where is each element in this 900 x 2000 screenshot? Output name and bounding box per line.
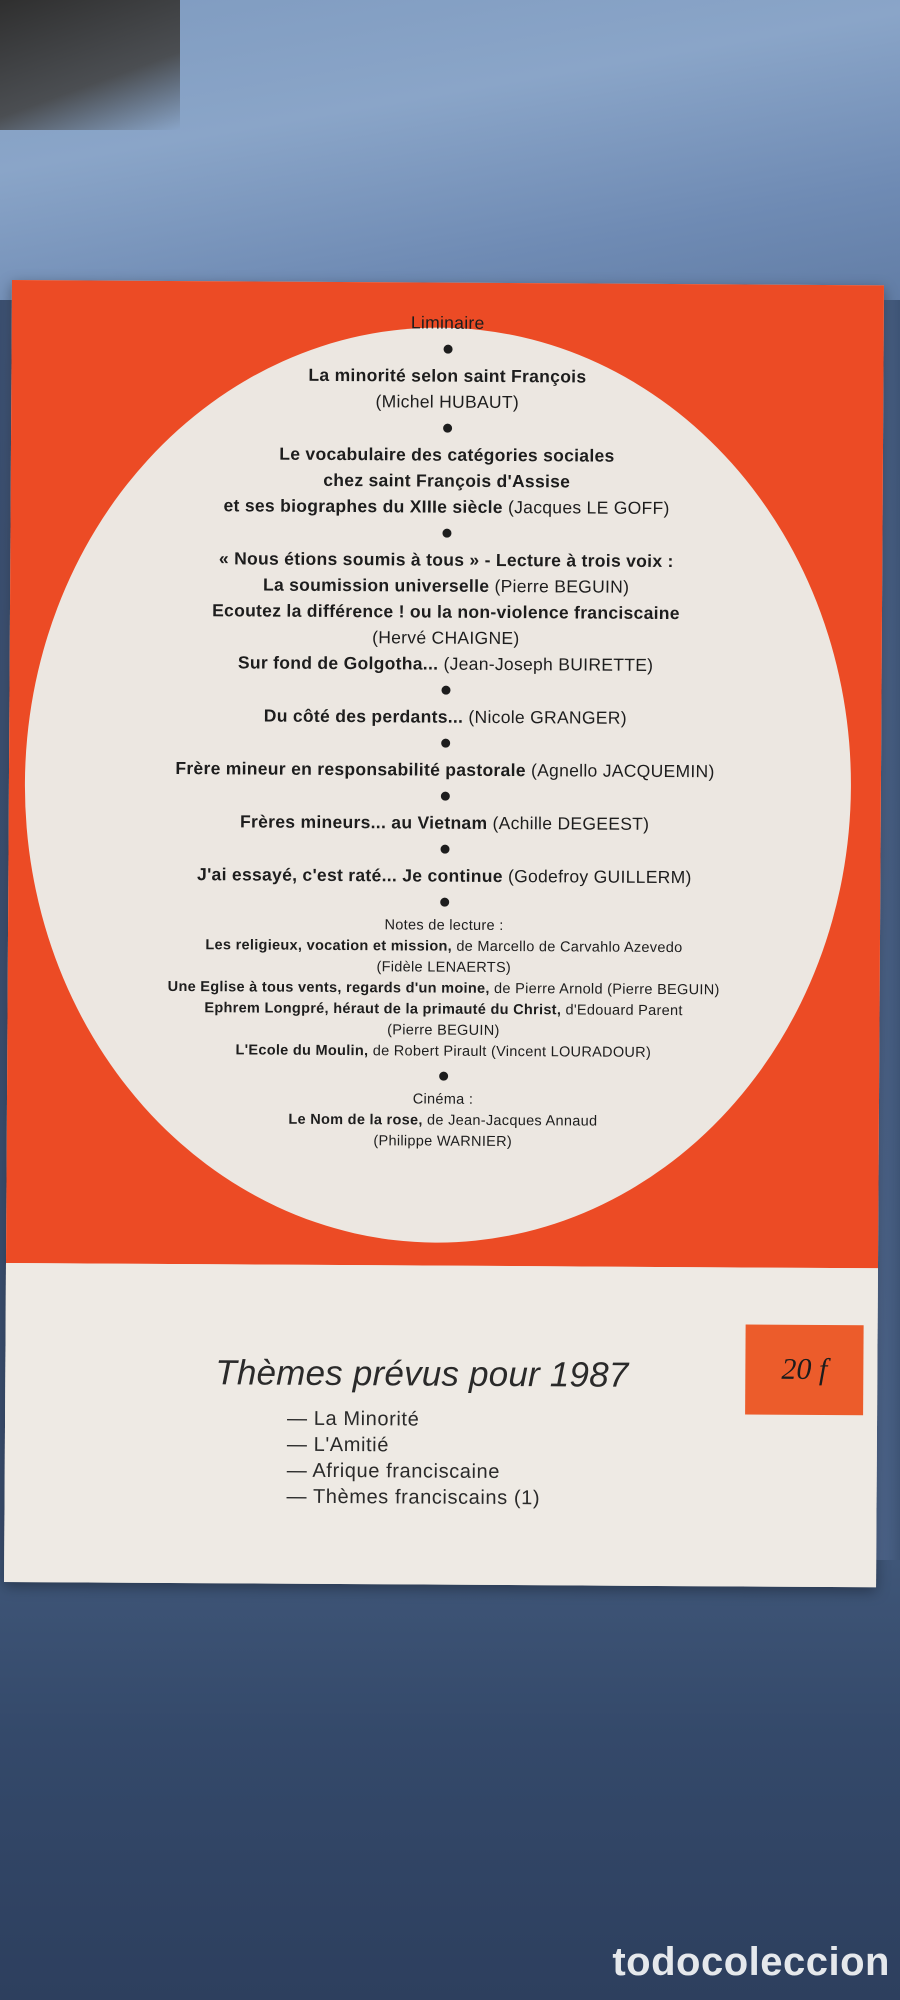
theme-item: — La Minorité (287, 1406, 541, 1434)
table-of-contents (7, 312, 884, 1155)
toc-article (8, 860, 880, 891)
bullet-dot (441, 686, 450, 695)
themes-list (286, 1406, 540, 1512)
background-fabric-bottom (0, 1560, 900, 2000)
bullet-dot (443, 424, 452, 433)
toc-author: (Jean-Joseph BUIRETTE) (443, 653, 654, 675)
toc-title: La minorité selon saint François (308, 364, 587, 387)
toc-author: de Jean-Jacques Annaud (427, 1112, 598, 1130)
toc-line (7, 1039, 879, 1065)
toc-title: Sur fond de Golgotha... (237, 652, 439, 674)
bullet-dot (440, 898, 449, 907)
toc-line (9, 701, 881, 732)
toc-title: Ephrem Longpré, héraut de la primauté du Christ, (204, 1000, 562, 1019)
toc-title: Frères mineurs... au Vietnam (239, 811, 488, 833)
toc-line (11, 491, 883, 522)
cinema-heading: Cinéma : (412, 1091, 474, 1108)
toc-author: de Pierre Arnold (Pierre BEGUIN) (494, 980, 720, 999)
background-corner (0, 0, 180, 130)
toc-article (11, 360, 883, 417)
toc-line (10, 648, 882, 679)
toc-author: (Hervé CHAIGNE) (372, 627, 520, 649)
book-back-cover (4, 280, 884, 1587)
bullet-dot (441, 739, 450, 748)
bullet-dot (440, 792, 449, 801)
toc-title: Le Nom de la rose, (288, 1111, 423, 1129)
toc-author: (Philippe WARNIER) (373, 1133, 513, 1151)
toc-author: (Michel HUBAUT) (375, 391, 520, 413)
toc-title: chez saint François d'Assise (323, 469, 571, 492)
toc-author: de Robert Pirault (Vincent LOURADOUR) (372, 1043, 652, 1061)
toc-article (9, 754, 881, 785)
toc-author: de Marcello de Carvahlo Azevedo (456, 938, 683, 957)
toc-line (8, 860, 880, 891)
toc-title: et ses biographes du XIIIe siècle (223, 495, 503, 518)
theme-item: — L'Amitié (287, 1432, 541, 1460)
toc-line (9, 807, 881, 838)
toc-heading: Liminaire (410, 312, 485, 333)
toc-author: d'Edouard Parent (565, 1002, 683, 1020)
toc-body (7, 342, 884, 1155)
toc-title: Les religieux, vocation et mission, (205, 937, 453, 955)
toc-title: Du côté des perdants... (263, 705, 464, 727)
toc-title: Une Eglise à tous vents, regards d'un moine, (167, 978, 490, 997)
toc-article (9, 807, 881, 838)
toc-article (11, 439, 883, 522)
toc-author: (Agnello JACQUEMIN) (530, 760, 715, 782)
toc-author: (Fidèle LENAERTS) (376, 959, 512, 977)
theme-item: — Thèmes franciscains (1) (286, 1484, 540, 1512)
toc-title: Frère mineur en responsabilité pastorale (175, 758, 526, 781)
toc-title: L'Ecole du Moulin, (235, 1042, 369, 1060)
toc-title: « Nous étions soumis à tous » - Lecture à trois voix : (218, 548, 674, 572)
toc-article (9, 701, 881, 732)
toc-author: (Pierre BEGUIN) (494, 575, 630, 597)
bullet-dot (443, 345, 452, 354)
toc-author: (Nicole GRANGER) (468, 706, 627, 728)
themes-title: Thèmes prévus pour 1987 (215, 1353, 629, 1395)
toc-title: La soumission universelle (262, 574, 490, 596)
toc-line (9, 754, 881, 785)
toc-author: (Godefroy GUILLERM) (507, 866, 692, 888)
toc-line (11, 386, 883, 417)
price-badge: 20 f (745, 1325, 864, 1416)
watermark: todocoleccion (612, 1940, 890, 1984)
toc-title: J'ai essayé, c'est raté... Je continue (197, 864, 503, 887)
toc-article (10, 544, 883, 679)
bullet-dot (440, 845, 449, 854)
toc-author: (Achille DEGEEST) (492, 812, 650, 834)
toc-author: (Pierre BEGUIN) (387, 1022, 500, 1039)
toc-title: Ecoutez la différence ! ou la non-violence franciscaine (212, 600, 680, 624)
toc-author: (Jacques LE GOFF) (507, 497, 670, 519)
bullet-dot (442, 529, 451, 538)
bullet-dot (439, 1072, 448, 1081)
theme-item: — Afrique franciscaine (287, 1458, 541, 1486)
toc-title: Le vocabulaire des catégories sociales (279, 443, 615, 466)
notes-heading: Notes de lecture : (384, 917, 504, 935)
